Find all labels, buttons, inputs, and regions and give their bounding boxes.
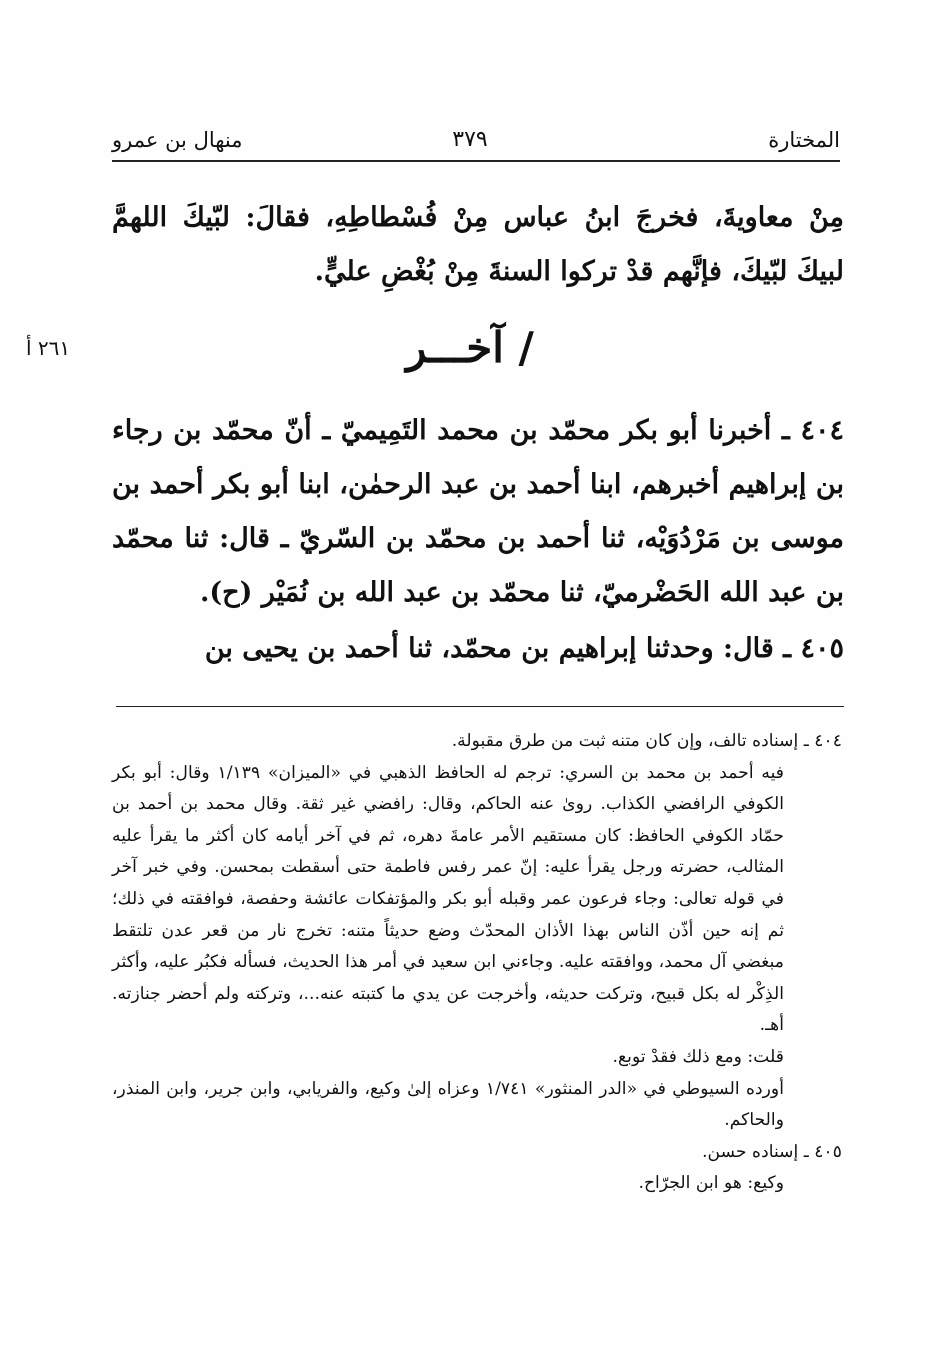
footnote-404-heading: ٤٠٤ ـ إسناده تالف، وإن كان متنه ثبت من طرق مقبولة. [451,731,842,751]
header-rule [112,160,840,162]
footnote-rule [116,706,844,707]
footnotes [112,726,842,1200]
footnote-404-source: أورده السيوطي في «الدر المنثور» ١/٧٤١ وعزاه إلىٰ وكيع، والفريابي، وابن جرير، وابن المنذر، والحاكم. [112,1078,784,1131]
footnote-404-body: فيه أحمد بن محمد بن السري: ترجم له الحافظ الذهبي في «الميزان» ١/١٣٩ وقال: أبو بكر الكوفي الرافضي الكذاب. روىٰ عنه الحاكم، وقال: رافضي غير ثقة. وقال محمد بن أحمد بن حمّاد الكوفي الحافظ: كان مستقيم الأمر عامةَ دهره، ثم في آخر أيامه كان أكثر ما يقرأ عليه المثالب، حضرته ورجل يقرأ عليه: إنّ عمر رفس فاطمة حتى أسقطت بمحسن. وفي خبر آخر في قوله تعالى: وجاء فرعون عمر وقبله أبو بكر والمؤتفكات عائشة وحفصة، فوافقته في ذلك؛ ثم إنه حين أذّن الناس بهذا الأذان المحدّث وضع حديثاً متنه: تخرج نار من قعر عدن تلتقط مبغضي آل محمد، ووافقته عليه. وجاءني ابن سعيد في أمر هذا الحديث، فسأله فكبُر عليه، وأكثر الذِكْر له بكل قبيح، وتركت حديثه، وأخرجت عن يدي ما كتبته عنه...، وتركته ولم أحضر جنازته. أهـ. [112,762,784,1036]
footnote-405-heading: ٤٠٥ ـ إسناده حسن. [702,1141,842,1162]
section-heading: / آخـــر [406,323,534,372]
page-number: ٣٧٩ [452,127,488,152]
continuation-text: مِنْ معاويةَ، فخرجَ ابنُ عباس مِنْ فُسْطاطِهِ، فقالَ: لبّيكَ اللهمَّ لبيكَ لبّيكَ، فإنَّهم قدْ تركوا السنةَ مِنْ بُغْضِ عليٍّ. [112,202,844,287]
footnote-404-note: قلت: ومع ذلك فقدْ توبع. [612,1046,784,1067]
hadith-404 [112,404,844,620]
hadith-405 [112,622,844,676]
hadith-404-text: ٤٠٤ ـ أخبرنا أبو بكر محمّد بن محمد التَمِيميّ ـ أنّ محمّد بن رجاء بن إبراهيم أخبرهم، ابنا أحمد بن عبد الرحمٰن، ابنا أبو بكر أحمد بن موسى بن مَرْدُوَيْه، ثنا أحمد بن محمّد بن السّريّ ـ قال: ثنا محمّد بن عبد الله الحَضْرميّ، ثنا محمّد بن عبد الله بن نُمَيْر (ح). [112,415,844,608]
running-header-book-title: المختارة [768,128,840,152]
hadith-405-text: ٤٠٥ ـ قال: وحدثنا إبراهيم بن محمّد، ثنا أحمد بن يحيى بن [204,633,844,664]
running-header-chapter-title: منهال بن عمرو [112,128,243,152]
continuation-paragraph [112,191,844,299]
manuscript-folio-note: ٢٦١ أ [26,336,71,360]
footnote-405-body: وكيع: هو ابن الجرّاح. [638,1173,784,1194]
